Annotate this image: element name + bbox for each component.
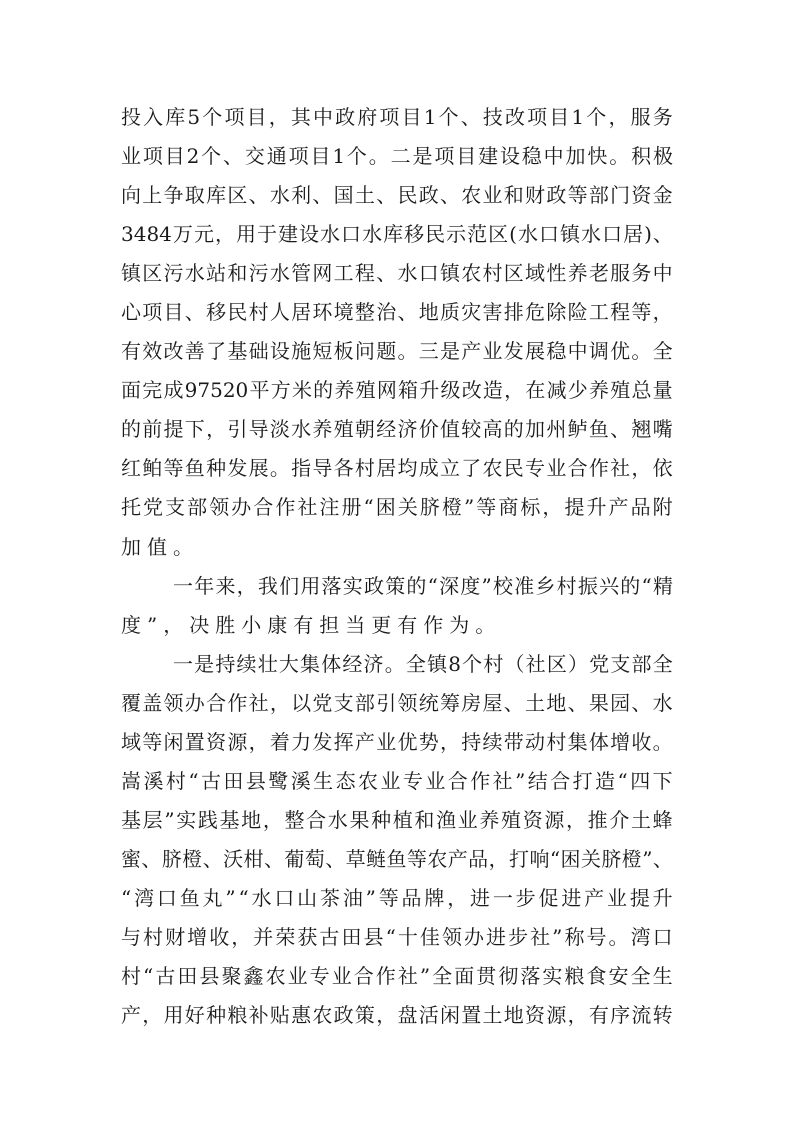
text-line: 有 效 改 善 了 基 础 设 施 短 板 问 题 。 三 是 产 业 发 展 稳 中 调 优 。 全: [121, 339, 673, 364]
text-line: 3484 万 元 ， 用 于 建 设 水 口 水 库 移 民 示 范 区 ( 水 口 镇 水 口 居 ) 、: [121, 222, 673, 247]
text-line: 面 完 成 97520 平 方 米 的 养 殖 网 箱 升 级 改 造 ， 在 减 少 养 殖 总 量: [121, 378, 673, 403]
text-line: “ 湾 口 鱼 丸 ” “ 水 口 山 茶 油 ” 等 品 牌 ， 进 一 步 促 进 产 业 提 升: [121, 885, 673, 910]
text-line: 镇 区 污 水 站 和 污 水 管 网 工 程 、 水 口 镇 农 村 区 域 性 养 老 服 务 中: [121, 261, 673, 286]
text-line: 覆 盖 领 办 合 作 社 ， 以 党 支 部 引 领 统 筹 房 屋 、 土 地 、 果 园 、 水: [121, 690, 673, 715]
text-line: 一 是 持 续 壮 大 集 体 经 济 。 全 镇 8 个 村 （ 社 区 ） 党 支 部 全: [173, 651, 673, 676]
text-line: 嵩 溪 村 “ 古 田 县 鹭 溪 生 态 农 业 专 业 合 作 社 ” 结 合 打 造 “ 四 下: [121, 768, 673, 793]
text-line: 向 上 争 取 库 区 、 水 利 、 国 土 、 民 政 、 农 业 和 财 政 等 部 门 资 金: [121, 183, 673, 208]
text-line: 投 入 库 5 个 项 目 ， 其 中 政 府 项 目 1 个 、 技 改 项 目 1 个 ， 服 务: [121, 105, 673, 129]
text-line: 心 项 目 、 移 民 村 人 居 环 境 整 治 、 地 质 灾 害 排 危 除 险 工 程 等 ，: [121, 300, 673, 325]
body-text: [121, 98, 673, 1035]
text-line: 村 “ 古 田 县 聚 鑫 农 业 专 业 合 作 社 ” 全 面 贯 彻 落 实 粮 食 安 全 生: [121, 964, 673, 989]
text-line: 产 ， 用 好 种 粮 补 贴 惠 农 政 策 ， 盘 活 闲 置 土 地 资 源 ， 有 序 流 转: [121, 1003, 673, 1028]
text-line: 业 项 目 2 个 、 交 通 项 目 1 个 。 二 是 项 目 建 设 稳 中 加 快 。 积 极: [121, 144, 673, 169]
text-line: 托 党 支 部 领 办 合 作 社 注 册 “ 困 关 脐 橙 ” 等 商 标 ， 提 升 产 品 附: [121, 495, 673, 520]
text-line: 一 年 来 ， 我 们 用 落 实 政 策 的 “ 深 度 ” 校 准 乡 村 振 兴 的 “ 精: [173, 573, 673, 598]
text-line: 度”，决胜小康有担当更有作为。: [121, 612, 502, 637]
text-line: 的 前 提 下 ， 引 导 淡 水 养 殖 朝 经 济 价 值 较 高 的 加 州 鲈 鱼 、 翘 嘴: [121, 417, 673, 442]
text-line: 加值。: [121, 534, 199, 559]
text-line: 基 层 ” 实 践 基 地 ， 整 合 水 果 种 植 和 渔 业 养 殖 资 源 ， 推 介 土 蜂: [121, 807, 673, 832]
text-line: 域 等 闲 置 资 源 ， 着 力 发 挥 产 业 优 势 ， 持 续 带 动 村 集 体 增 收 。: [121, 729, 673, 754]
text-line: 与 村 财 增 收 ， 并 荣 获 古 田 县 “ 十 佳 领 办 进 步 社 ” 称 号 。 湾 口: [121, 924, 673, 949]
text-line: 蜜 、 脐 橙 、 沃 柑 、 葡 萄 、 草 鲢 鱼 等 农 产 品 ， 打 响 “ 困 关 脐 橙 ” 、: [121, 846, 673, 871]
text-line: 红 鲌 等 鱼 种 发 展 。 指 导 各 村 居 均 成 立 了 农 民 专 业 合 作 社 ， 依: [121, 456, 673, 481]
